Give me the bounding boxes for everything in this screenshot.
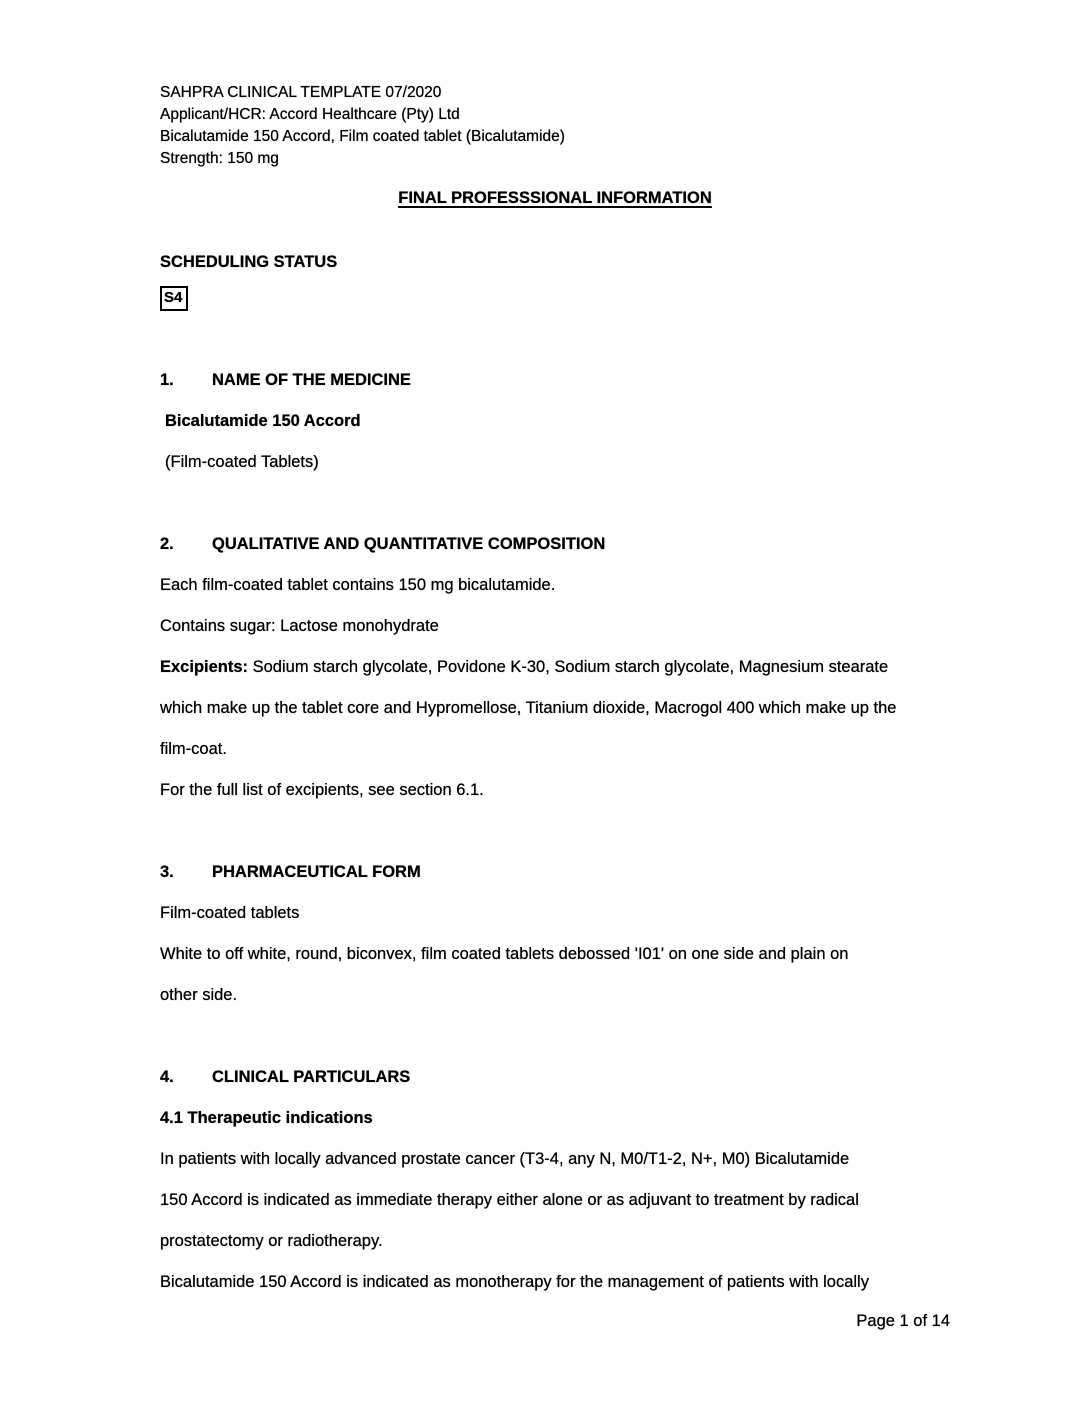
excipients-line-1 (160, 647, 950, 688)
dosage-form-note: (Film-coated Tablets) (165, 453, 319, 471)
page-number: Page 1 of 14 (856, 1312, 950, 1330)
section-4-title: CLINICAL PARTICULARS (212, 1068, 411, 1086)
section-4-clinical-particulars (160, 1057, 950, 1303)
tablet-description-line-1: White to off white, round, biconvex, film coated tablets debossed 'I01' on one side and plain on (160, 945, 849, 963)
indications-line-2: 150 Accord is indicated as immediate therapy either alone or as adjuvant to treatment by radical (160, 1191, 859, 1209)
section-2-heading (160, 524, 950, 565)
section-1-heading (160, 360, 950, 401)
medicine-name: Bicalutamide 150 Accord (165, 412, 361, 430)
section-1-title: NAME OF THE MEDICINE (212, 371, 411, 389)
excipients-line-3: film-coat. (160, 740, 227, 758)
section-3-pharmaceutical-form (160, 852, 950, 1016)
tablet-description-line-2: other side. (160, 986, 238, 1004)
section-3-number: 3. (160, 863, 174, 881)
excipients-text-1: Sodium starch glycolate, Povidone K-30, Sodium starch glycolate, Magnesium stearate (248, 658, 889, 676)
section-1-number: 1. (160, 371, 174, 389)
document-title: FINAL PROFESSSIONAL INFORMATION (398, 189, 712, 207)
monotherapy-line-1: Bicalutamide 150 Accord is indicated as monotherapy for the management of patients with locally (160, 1273, 869, 1291)
indications-line-3: prostatectomy or radiotherapy. (160, 1232, 383, 1250)
section-2-qualitative-quantitative-composition (160, 524, 950, 811)
composition-statement: Each film-coated tablet contains 150 mg bicalutamide. (160, 576, 556, 594)
scheduling-status-heading: SCHEDULING STATUS (160, 253, 338, 271)
scheduling-status-row (160, 286, 950, 312)
section-2-number: 2. (160, 535, 174, 553)
section-3-title: PHARMACEUTICAL FORM (212, 863, 421, 881)
excipients-reference: For the full list of excipients, see section 6.1. (160, 781, 484, 799)
pharmaceutical-form-statement: Film-coated tablets (160, 904, 300, 922)
header-line-product: Bicalutamide 150 Accord, Film coated tablet (Bicalutamide) (160, 128, 565, 145)
document-header-block (160, 82, 950, 170)
section-2-title: QUALITATIVE AND QUANTITATIVE COMPOSITION (212, 535, 606, 553)
header-line-applicant: Applicant/HCR: Accord Healthcare (Pty) Ltd (160, 106, 460, 123)
section-1-name-of-the-medicine (160, 360, 950, 483)
scheduling-status-badge: S4 (160, 286, 188, 311)
indications-line-1: In patients with locally advanced prostate cancer (T3-4, any N, M0/T1-2, N+, M0) Bicalutamide (160, 1150, 850, 1168)
header-line-template: SAHPRA CLINICAL TEMPLATE 07/2020 (160, 84, 442, 101)
section-3-heading (160, 852, 950, 893)
section-4-number: 4. (160, 1068, 174, 1086)
excipients-line-2: which make up the tablet core and Hypromellose, Titanium dioxide, Macrogol 400 which make up the (160, 699, 897, 717)
sugar-statement: Contains sugar: Lactose monohydrate (160, 617, 439, 635)
excipients-label: Excipients: (160, 658, 249, 676)
header-line-strength: Strength: 150 mg (160, 150, 279, 167)
subsection-4-1-therapeutic-indications: 4.1 Therapeutic indications (160, 1109, 373, 1127)
section-4-heading (160, 1057, 950, 1098)
